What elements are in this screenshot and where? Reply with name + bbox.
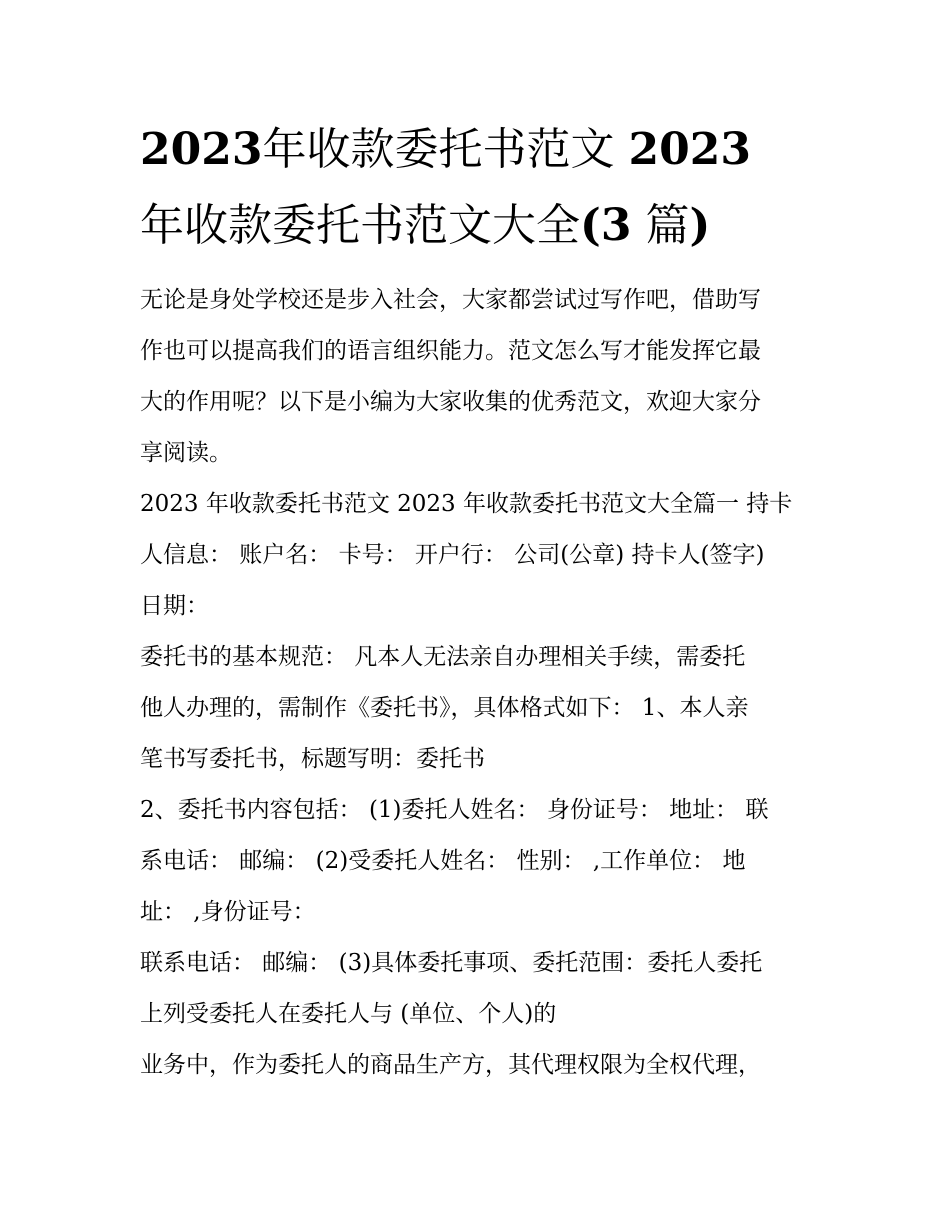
paragraph-contents	[140, 785, 812, 938]
text-line: 笔书写委托书，标题写明：委托书	[140, 746, 485, 772]
text-line: 他人办理的，需制作《委托书》，具体格式如下： 1、本人亲	[140, 695, 749, 721]
text-line: 作也可以提高我们的语言组织能力。范文怎么写才能发挥它最	[140, 338, 761, 364]
text-line: 联系电话： 邮编： (3)具体委托事项、委托范围：委托人委托	[140, 950, 763, 976]
text-line: 无论是身处学校还是步入社会，大家都尝试过写作吧，借助写	[140, 287, 761, 313]
title-count-close: )	[689, 200, 711, 251]
text-line: 2023 年收款委托书范文 2023 年收款委托书范文大全篇一 持卡	[140, 491, 793, 517]
text-line: 委托书的基本规范： 凡本人无法亲自办理相关手续，需委托	[140, 644, 746, 670]
title-year-1: 2023	[140, 124, 263, 175]
text-line: 大的作用呢？以下是小编为大家收集的优秀范文，欢迎大家分	[140, 389, 761, 415]
title-line-2	[140, 188, 820, 264]
paragraph-entrusted-matters	[140, 938, 812, 1040]
text-line: 享阅读。	[140, 440, 232, 466]
document-title	[140, 112, 820, 264]
paragraph-card-info	[140, 479, 812, 632]
text-line: 系电话： 邮编： (2)受委托人姓名： 性别： ,工作单位： 地	[140, 848, 746, 874]
paragraph-basic-rules	[140, 632, 812, 785]
paragraph-intro	[140, 275, 812, 479]
title-count-open: (3	[580, 200, 632, 251]
paragraph-business	[140, 1040, 812, 1091]
title-count-unit: 篇	[645, 200, 690, 251]
title-text-1: 年收款委托书范文	[262, 124, 615, 175]
title-year-2: 2023	[628, 124, 751, 175]
title-line-1	[140, 112, 820, 188]
text-line: 2、委托书内容包括： (1)委托人姓名： 身份证号： 地址： 联	[140, 797, 769, 823]
text-line: 人信息： 账户名： 卡号： 开户行： 公司(公章) 持卡人(签字)	[140, 542, 765, 568]
text-line: 址： ,身份证号：	[140, 899, 316, 925]
text-line: 业务中，作为委托人的商品生产方，其代理权限为全权代理，	[140, 1052, 761, 1078]
text-line: 上列受委托人在委托人与 (单位、个人)的	[140, 1001, 557, 1027]
title-text-2: 年收款委托书范文大全	[140, 200, 580, 251]
text-line: 日期：	[140, 593, 209, 619]
